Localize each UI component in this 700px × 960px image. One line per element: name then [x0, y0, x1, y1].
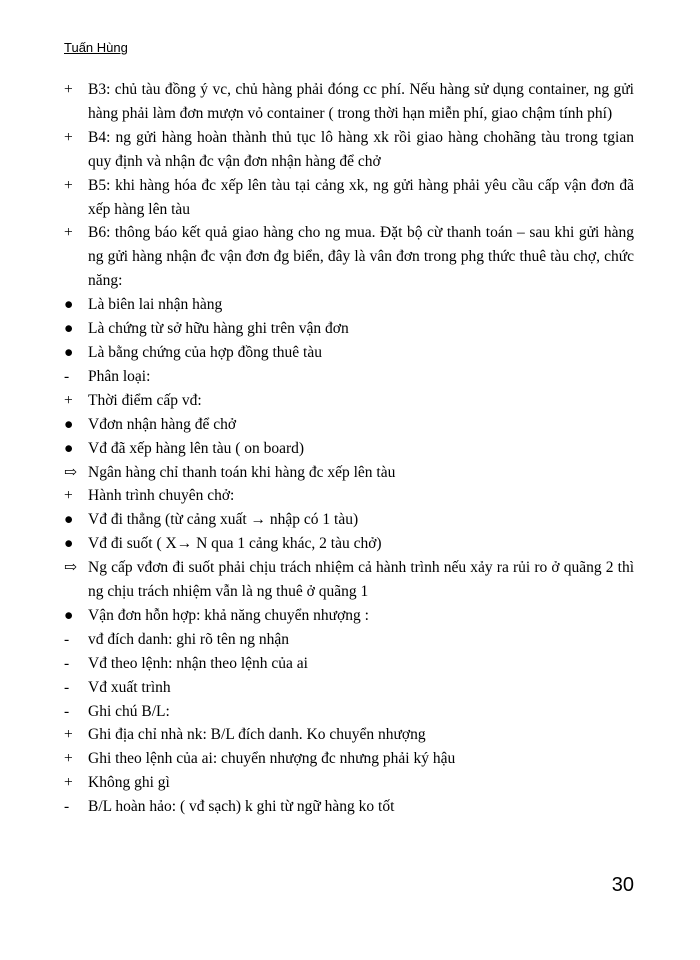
- list-marker: ●: [64, 296, 74, 314]
- list-item: [64, 652, 634, 676]
- list-marker: -: [64, 367, 70, 385]
- list-item: [64, 293, 634, 317]
- list-marker: ●: [64, 606, 74, 624]
- list-item-text: Vđ xuất trình: [88, 678, 171, 696]
- list-item: [64, 676, 634, 700]
- list-marker: ●: [64, 415, 74, 433]
- list-marker: -: [64, 702, 70, 720]
- list-item-text: Là biên lai nhận hàng: [88, 296, 223, 314]
- list-item-text: Là chứng từ sở hữu hàng ghi trên vận đơn: [88, 320, 349, 338]
- list-item: [64, 747, 634, 771]
- list-item-text: Hành trình chuyên chở:: [88, 487, 235, 505]
- list-marker: ⇨: [64, 463, 77, 481]
- list-item-text: Phân loại:: [88, 367, 151, 385]
- list-marker: +: [64, 176, 73, 194]
- list-item: [64, 317, 634, 341]
- list-item-text: Ghi theo lệnh của ai: chuyển nhượng đc nhưng phải ký hậu: [88, 750, 456, 768]
- list-marker: -: [64, 630, 70, 648]
- list-item: [64, 771, 634, 795]
- list-item-text: Ng cấp vđơn đi suốt phải chịu trách nhiệm cả hành trình nếu xảy ra rủi ro ở quãng 2 thì ng chịu trách nhiệm vẫn là ng thuê ở quãng 1: [88, 559, 634, 601]
- list-item: [64, 532, 634, 556]
- list-item: [64, 126, 634, 174]
- list-marker: +: [64, 487, 73, 505]
- list-item: [64, 461, 634, 485]
- page-number: 30: [611, 874, 634, 896]
- list-marker: -: [64, 798, 70, 816]
- list-marker: -: [64, 654, 70, 672]
- list-marker: ●: [64, 511, 74, 529]
- list-item-text: vđ đích danh: ghi rõ tên ng nhận: [88, 630, 290, 648]
- list-item: [64, 221, 634, 293]
- list-marker: +: [64, 774, 73, 792]
- list-item-text: Vđ đã xếp hàng lên tàu ( on board): [88, 439, 305, 457]
- list-item: [64, 700, 634, 724]
- list-item: [64, 341, 634, 365]
- list-item-text: B5: khi hàng hóa đc xếp lên tàu tại cảng xk, ng gửi hàng phải yêu cầu cấp vận đơn đã xếp hàng lên tàu: [88, 176, 634, 218]
- list-item-text: Vđ đi thẳng (từ cảng xuất → nhập có 1 tàu): [88, 511, 359, 529]
- list-item-text: B4: ng gửi hàng hoàn thành thủ tục lô hàng xk rồi giao hàng chohãng tàu trong tgian quy định và nhận đc vận đơn nhận hàng để chở: [88, 128, 634, 170]
- list-item: [64, 413, 634, 437]
- list-marker: +: [64, 750, 73, 768]
- list-item-text: Ghi chú B/L:: [88, 702, 170, 720]
- list-item: [64, 389, 634, 413]
- list-item-text: Vđơn nhận hàng để chở: [88, 415, 237, 433]
- list-item: [64, 78, 634, 126]
- list-item: [64, 437, 634, 461]
- list-item: [64, 723, 634, 747]
- list-item-text: B/L hoàn hảo: ( vđ sạch) k ghi từ ngữ hàng ko tốt: [88, 798, 395, 816]
- list-marker: ⇨: [64, 559, 77, 577]
- list-item-text: Thời điểm cấp vđ:: [88, 391, 202, 409]
- document-body: [64, 78, 634, 819]
- list-marker: -: [64, 678, 70, 696]
- list-item: [64, 556, 634, 604]
- list-item-text: Vđ theo lệnh: nhận theo lệnh của ai: [88, 654, 308, 672]
- list-item-text: Ghi địa chỉ nhà nk: B/L đích danh. Ko chuyển nhượng: [88, 726, 426, 744]
- list-marker: ●: [64, 439, 74, 457]
- list-marker: ●: [64, 535, 74, 553]
- list-marker: +: [64, 81, 73, 98]
- list-marker: +: [64, 391, 73, 409]
- list-item: [64, 795, 634, 819]
- list-item-text: B6: thông báo kết quả giao hàng cho ng mua. Đặt bộ cừ thanh toán – sau khi gửi hàng ng gửi hàng nhận đc vận đơn đg biển, đây là vân đơn trong phg thức thuê tàu chợ, chức năng:: [88, 224, 634, 290]
- list-item: [64, 604, 634, 628]
- list-item-text: Là bằng chứng của hợp đồng thuê tàu: [88, 343, 322, 361]
- list-item-text: B3: chủ tàu đồng ý vc, chủ hàng phải đóng cc phí. Nếu hàng sử dụng container, ng gửi hàng phải làm đơn mượn vỏ container ( trong thời hạn miễn phí, giao chậm tính phí): [88, 81, 634, 122]
- list-item-text: Vận đơn hỗn hợp: khả năng chuyển nhượng :: [88, 606, 369, 624]
- list-marker: +: [64, 726, 73, 744]
- list-item: [64, 508, 634, 532]
- list-marker: ●: [64, 343, 74, 361]
- list-marker: +: [64, 224, 73, 242]
- list-item-text: Ngân hàng chỉ thanh toán khi hàng đc xếp lên tàu: [88, 463, 396, 481]
- running-header-author: Tuấn Hùng: [64, 40, 128, 55]
- list-marker: +: [64, 128, 73, 146]
- list-item: [64, 174, 634, 222]
- list-item: [64, 365, 634, 389]
- list-item: [64, 484, 634, 508]
- list-item-text: Không ghi gì: [88, 774, 170, 792]
- list-marker: ●: [64, 320, 74, 338]
- list-item: [64, 628, 634, 652]
- list-item-text: Vđ đi suốt ( X→ N qua 1 cảng khác, 2 tàu chở): [88, 535, 382, 553]
